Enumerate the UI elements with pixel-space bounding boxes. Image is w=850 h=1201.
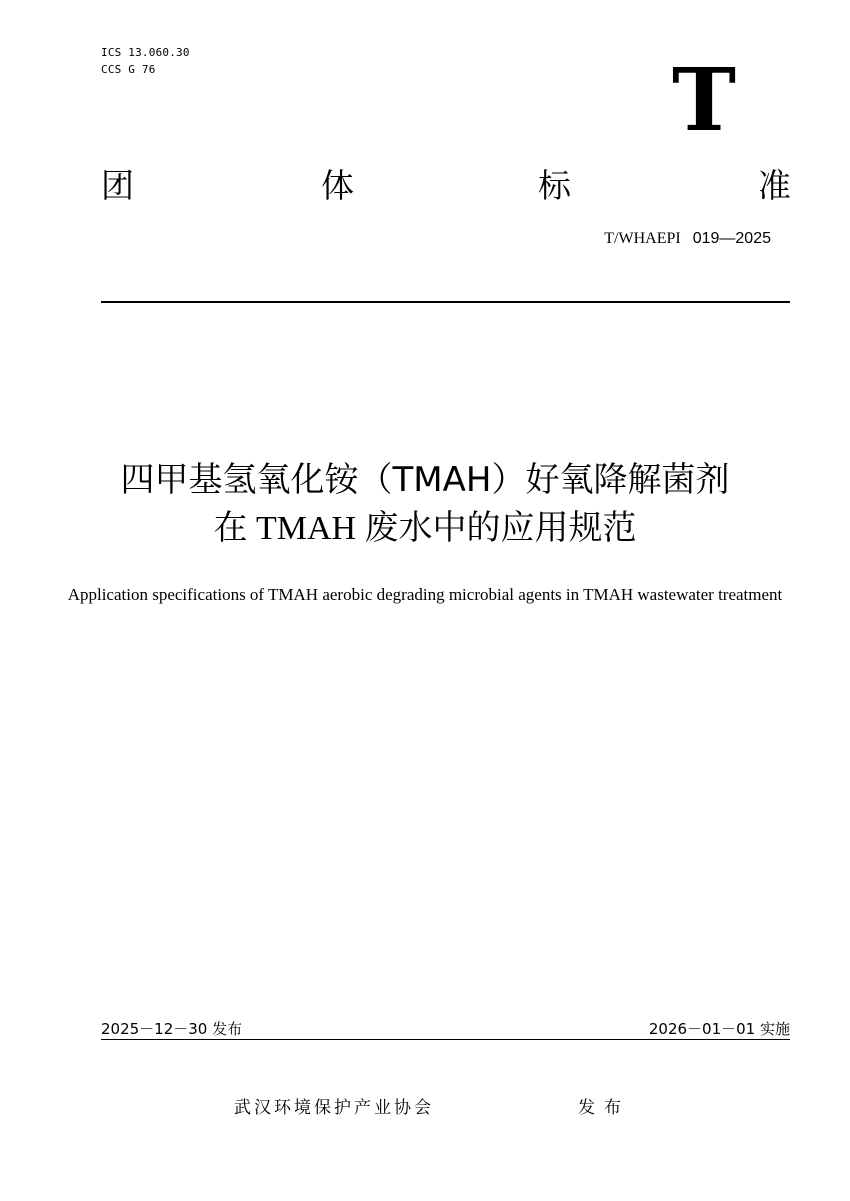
issue-date: 2025－12－30 发布	[101, 1020, 243, 1038]
chinese-title	[30, 456, 820, 553]
date-divider	[101, 1039, 790, 1040]
standard-type-mark: T	[672, 50, 736, 151]
implementation-date: 2026－01－01 实施	[648, 1020, 790, 1038]
publisher-action: 发布	[578, 1098, 630, 1118]
english-title: Application specifications of TMAH aerobic degrading microbial agents in TMAH wastewater treatment	[67, 585, 783, 604]
chinese-title-line-2-latin: TMAH	[247, 510, 365, 547]
classification-codes	[101, 44, 190, 78]
standard-type-char: 标	[538, 166, 571, 205]
standard-type-char: 团	[101, 166, 134, 205]
standard-type-char: 体	[321, 166, 354, 205]
header-divider	[101, 301, 790, 303]
chinese-title-line-2-suffix: 废水中的应用规范	[364, 508, 637, 548]
date-row	[101, 1020, 790, 1040]
standard-type-char: 准	[758, 166, 791, 205]
ics-code: ICS 13.060.30	[101, 46, 190, 59]
chinese-title-line-2-prefix: 在	[213, 508, 248, 548]
standard-number-prefix: T/WHAEPI	[604, 230, 681, 247]
standard-number-value: 019—2025	[692, 230, 771, 247]
chinese-title-line-1: 四甲基氢氧化铵（TMAH）好氧降解菌剂	[120, 460, 730, 500]
ccs-code: CCS G 76	[101, 63, 156, 76]
standard-number	[604, 230, 771, 248]
chinese-title-line-2	[30, 504, 820, 553]
publisher-name: 武汉环境保护产业协会	[234, 1098, 434, 1118]
standard-type-heading	[101, 160, 791, 212]
